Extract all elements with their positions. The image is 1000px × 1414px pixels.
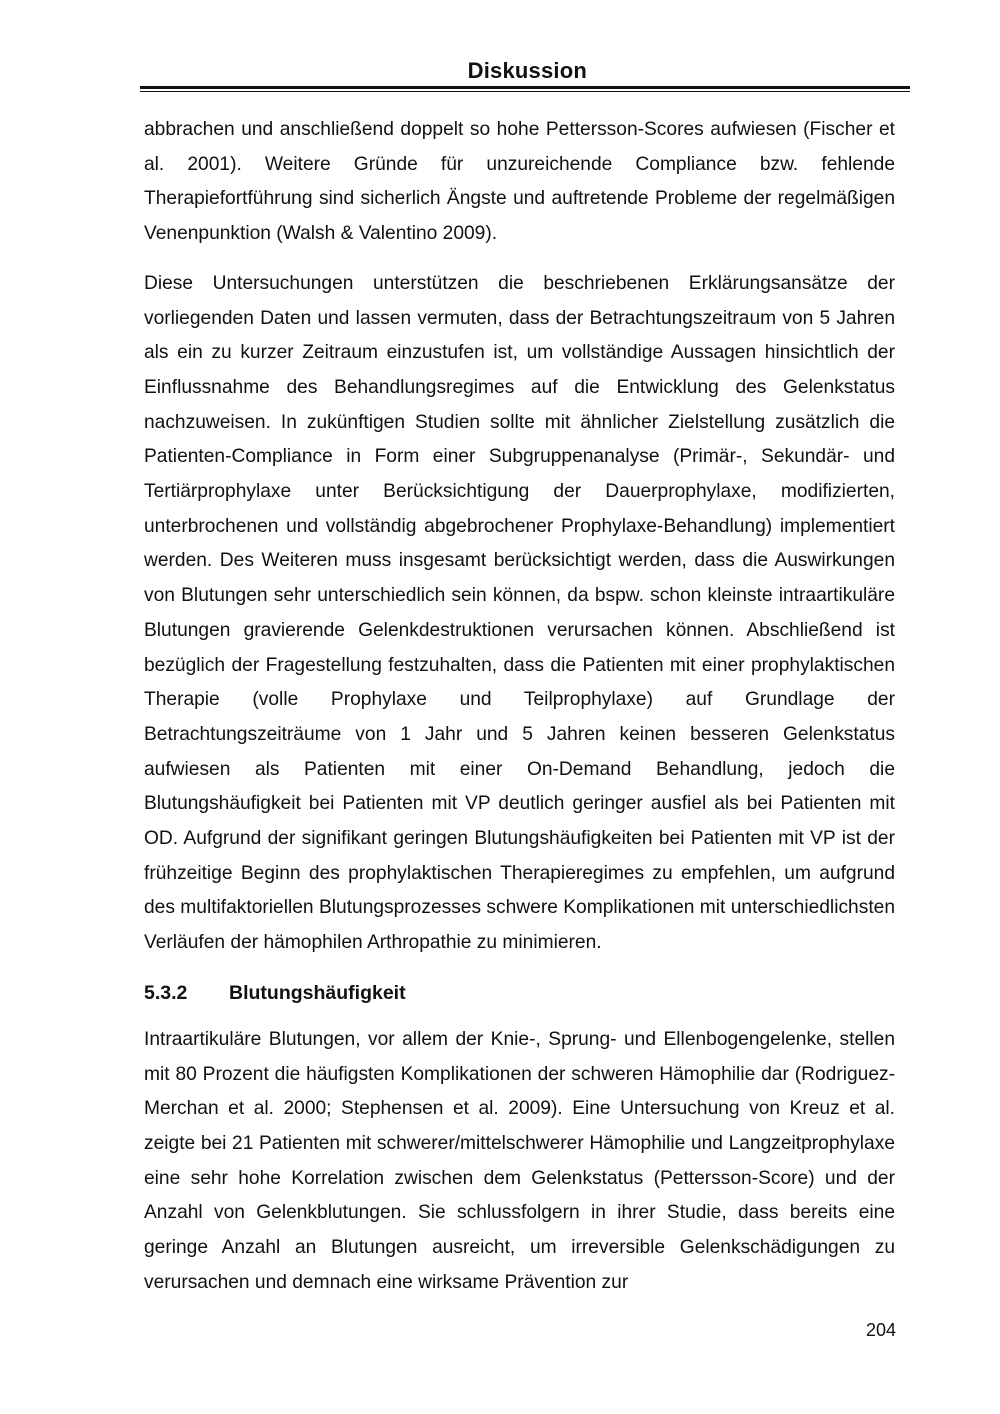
paragraph-1: abbrachen und anschließend doppelt so hohe Pettersson-Scores aufwiesen (Fischer et al. 2001). Weitere Gründe für unzureichende Compliance bzw. fehlende Therapiefortführung sind sicherlich Ängste und auftretende Probleme der regelmäßigen Venenpunktion (Walsh & Valentino 2009).: [144, 119, 895, 245]
header-rule-thick: [140, 86, 910, 89]
page-content: [144, 113, 895, 1301]
paragraph-2: Diese Untersuchungen unterstützen die beschriebenen Erklärungsansätze der vorliegenden Daten und lassen vermuten, dass der Betrachtungszeitraum von 5 Jahren als ein zu kurzer Zeitraum einzustufen ist, um vollständige Aussagen hinsichtlich der Einflussnahme des Behandlungsregimes auf die Entwicklung des Gelenkstatus nachzuweisen. In zukünftigen Studien sollte mit ähnlicher Zielstellung zusätzlich die Patienten-Compliance in Form einer Subgruppenanalyse (Primär-, Sekundär- und Tertiärprophylaxe unter Berücksichtigung der Dauerprophylaxe, modifizierten, unterbrochenen und vollständig abgebrochener Prophylaxe-Behandlung) implementiert werden. Des Weiteren muss insgesamt berücksichtigt werden, dass die Auswirkungen von Blutungen sehr unterschiedlich sein können, da bspw. schon kleinste intraartikuläre Blutungen gravierende Gelenkdestruktionen verursachen können. Abschließend ist bezüglich der Fragestellung festzuhalten, dass die Patienten mit einer prophylaktischen Therapie (volle Prophylaxe und Teilprophylaxe) auf Grundlage der Betrachtungszeiträume von 1 Jahr und 5 Jahren keinen besseren Gelenkstatus aufwiesen als Patienten mit einer On-Demand Behandlung, jedoch die Blutungshäufigkeit bei Patienten mit VP deutlich geringer ausfiel als bei Patienten mit OD. Aufgrund der signifikant geringen Blutungshäufigkeiten bei Patienten mit VP ist der frühzeitige Beginn des prophylaktischen Therapieregimes zu empfehlen, um aufgrund des multifaktoriellen Blutungsprozesses schwere Komplikationen mit unterschiedlichsten Verläufen der hämophilen Arthropathie zu minimieren.: [144, 272, 895, 954]
chapter-title: Diskussion: [467, 58, 587, 83]
section-number: 5.3.2: [144, 981, 188, 1004]
section-heading: [144, 975, 895, 1011]
section-paragraph: Intraartikuläre Blutungen, vor allem der Knie-, Sprung- und Ellenbogengelenke, stellen mit 80 Prozent die häufigsten Komplikationen der schweren Hämophilie dar (Rodriguez-Merchan et al. 2000; Stephensen et al. 2009). Eine Untersuchung von Kreuz et al. zeigte bei 21 Patienten mit schwerer/mittelschwerer Hämophilie und Langzeitprophylaxe eine sehr hohe Korrelation zwischen dem Gelenkstatus (Pettersson-Score) und der Anzahl von Gelenkblutungen. Sie schlussfolgern in ihrer Studie, dass bereits eine geringe Anzahl an Blutungen ausreicht, um irreversible Gelenkschädigungen zu verursachen und demnach eine wirksame Prävention zur: [144, 1028, 895, 1293]
page-header: [140, 56, 910, 86]
section-title: Blutungshäufigkeit: [229, 981, 406, 1004]
header-rule-thin: [140, 91, 910, 92]
page-number: 204: [865, 1320, 896, 1340]
